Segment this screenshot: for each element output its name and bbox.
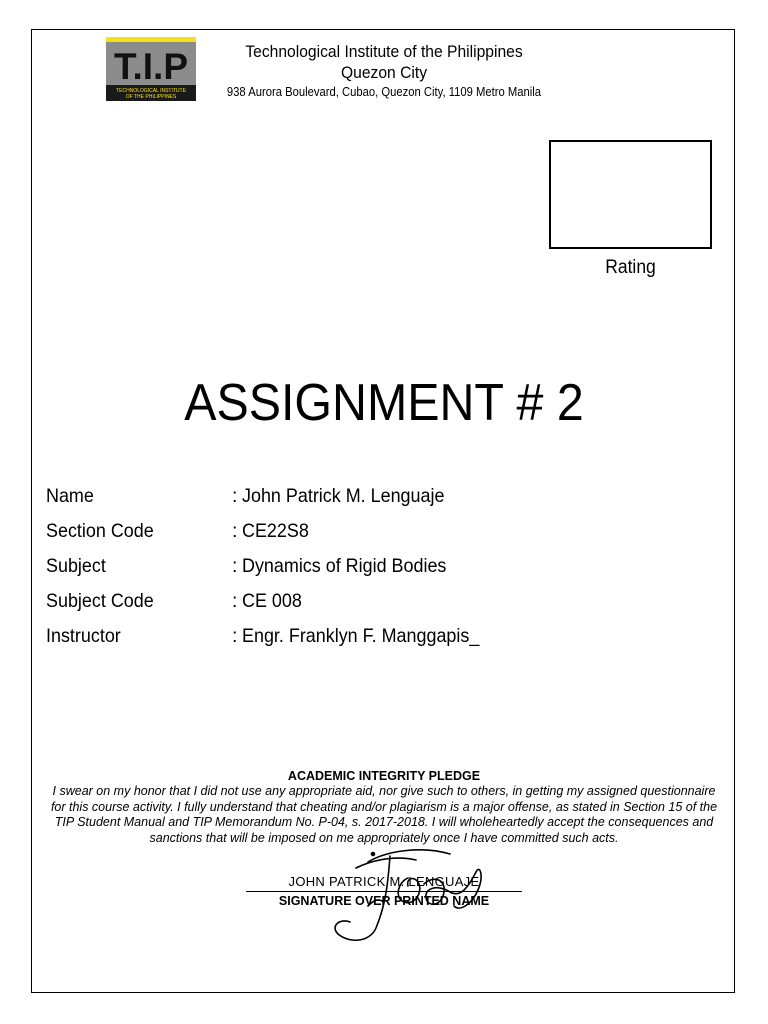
logo-subtext-line-2: OF THE PHILIPPINES [125, 94, 177, 100]
logo-subtext-line-1: TECHNOLOGICAL INSTITUTE [116, 88, 186, 94]
info-separator: : [232, 625, 238, 647]
institution-name: Technological Institute of the Philippines [245, 42, 523, 61]
info-value: CE22S8 [242, 520, 309, 542]
assignment-title: ASSIGNMENT # 2 [184, 374, 584, 432]
info-value: John Patrick M. Lenguaje [242, 485, 445, 507]
info-row-subject-code [46, 588, 726, 623]
info-label: Name [46, 485, 94, 507]
printed-name: JOHN PATRICK M. LENGUAJE [288, 874, 480, 889]
info-label: Subject Code [46, 590, 154, 612]
pledge-paragraph: I swear on my honor that I did not use any appropriate aid, nor give such to others, in getting my assigned questionnaire for this course activity. I fully understand that cheating and/or plagiarism is a major offense, as stated in Section 15 of the [50, 784, 718, 814]
info-value: CE 008 [242, 590, 302, 612]
info-row-section-code [46, 518, 726, 553]
info-value: Engr. Franklyn F. Manggapis_ [242, 625, 480, 647]
rating-label: Rating [605, 257, 656, 278]
info-separator: : [232, 590, 238, 612]
info-row-name [46, 483, 726, 518]
institution-address: 938 Aurora Boulevard, Cubao, Quezon City, 1109 Metro Manila [226, 85, 542, 99]
info-label: Subject [46, 555, 106, 577]
institution-city: Quezon City [340, 63, 428, 82]
info-row-instructor [46, 623, 726, 658]
info-value: Dynamics of Rigid Bodies [242, 555, 447, 577]
student-info [46, 483, 726, 658]
info-separator: : [232, 555, 238, 577]
pledge-title: ACADEMIC INTEGRITY PLEDGE [287, 769, 481, 783]
pledge-paragraph: TIP Student Manual and TIP Memorandum No. P-04, s. 2017-2018. I will wholeheartedly accept the consequences and sanctions that will be imposed on me appropriately once I have committed such acts. [54, 815, 714, 845]
tip-logo [106, 37, 196, 101]
signature-caption: SIGNATURE OVER PRINTED NAME [278, 894, 490, 908]
handwritten-signature [328, 842, 498, 946]
info-row-subject [46, 553, 726, 588]
logo-letters: T.I.P [113, 46, 189, 87]
info-separator: : [232, 520, 238, 542]
pledge-text [44, 784, 724, 846]
info-label: Instructor [46, 625, 121, 647]
rating-box [549, 140, 712, 249]
info-separator: : [232, 485, 238, 507]
info-label: Section Code [46, 520, 154, 542]
